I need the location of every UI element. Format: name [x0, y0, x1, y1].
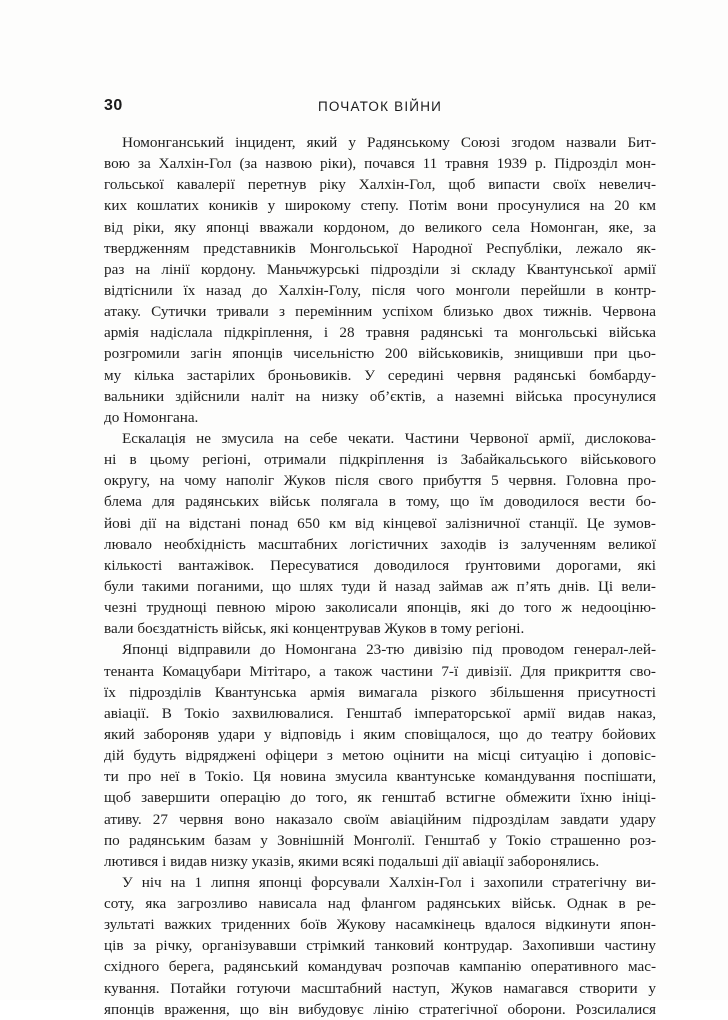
text-line: східного берега, радянський командувач розпочав кампанію оперативного мас-	[104, 958, 656, 976]
text-line: блема для радянських військ полягала в тому, що їм доводилося вести бо-	[104, 493, 656, 511]
text-line: йові дії на відстані понад 650 км від кінцевої залізничної станції. Це зумов-	[104, 514, 656, 532]
paragraph	[104, 132, 656, 428]
text-line: відтіснили їх назад до Халхін-Голу, після чого монголи перейшли в контр-	[104, 281, 656, 299]
text-line: кування. Потайки готуючи масштабний наступ, Жуков намагався створити у	[104, 979, 656, 997]
paragraph	[104, 639, 656, 872]
text-line: до Номонгана.	[104, 408, 199, 426]
text-line: ативу. 27 червня воно наказало своїм авіаційним підрозділам завдати удару	[104, 810, 656, 828]
text-line: кількості вантажівок. Пересуватися доводилося ґрунтовими дорогами, які	[104, 556, 656, 574]
text-line: від ріки, яку японці вважали кордоном, до великого села Номонган, яке, за	[104, 218, 656, 236]
text-line: вою за Халхін-Гол (за назвою ріки), почався 11 травня 1939 р. Підрозділ мон-	[104, 155, 656, 173]
text-line: округу, на чому наполіг Жуков після свого прибуття 5 червня. Головна про-	[104, 472, 656, 490]
text-line: атаку. Сутички тривали з перемінним успіхом близько двох тижнів. Червона	[104, 303, 656, 321]
text-line: вальники здійснили наліт на низку об’єктів, а наземні війська просунулися	[104, 387, 656, 405]
text-line: гольської кавалерії перетнув ріку Халхін-Гол, щоб випасти своїх невелич-	[104, 176, 656, 194]
text-line: були такими поганими, що шлях туди й назад займав аж п’ять днів. Ці вели-	[104, 577, 656, 595]
text-line: Номонганський інцидент, який у Радянському Союзі згодом назвали Бит-	[122, 134, 656, 151]
text-line: щоб завершити операцію до того, як генштаб встигне обмежити їхню ініці-	[104, 789, 656, 807]
text-line: авіації. В Токіо захвилювалися. Генштаб імператорської армії видав наказ,	[104, 704, 656, 722]
page-number: 30	[104, 97, 123, 114]
text-line: твердженням представників Монгольської Народної Республіки, лежало як-	[104, 239, 656, 257]
text-line: ців за річку, організувавши стрімкий танковий контрудар. Захопивши частину	[104, 937, 656, 955]
text-line: по радянським базам у Зовнішній Монголії. Генштаб у Токіо страшенно роз-	[104, 831, 656, 849]
text-line: му кілька застарілих броньовиків. У середині червня радянські бомбарду-	[104, 366, 656, 384]
text-line: У ніч на 1 липня японці форсували Халхін-Гол і захопили стратегічну ви-	[122, 873, 656, 891]
text-line: раз на лінії кордону. Маньчжурські підрозділи зі складу Квантунської армії	[104, 260, 656, 278]
page-header	[104, 97, 656, 119]
text-line: тенанта Комацубари Мітітаро, а також частини 7-ї дивізії. Для прикриття сво-	[104, 662, 656, 680]
text-line: ні в цьому регіоні, отримали підкріплення із Забайкальського військового	[104, 451, 656, 469]
text-line: ких кошлатих коників у широкому степу. Потім вони просунулися на 20 км	[104, 197, 656, 215]
running-title: ПОЧАТОК ВІЙНИ	[317, 99, 443, 114]
text-line: розгромили загін японців чисельністю 200 військовиків, знищивши при цьо-	[104, 345, 656, 363]
text-line: ти про неї в Токіо. Ця новина змусила квантунське командування поспішати,	[104, 768, 656, 786]
text-line: соту, яка загрозливо нависала над флангом радянських військ. Однак в ре-	[104, 895, 656, 913]
text-line: їх підрозділів Квантунська армія вимагала різкого збільшення присутності	[104, 683, 656, 701]
text-line: який забороняв удари у відповідь і яким сповіщалося, що до театру бойових	[104, 725, 656, 743]
paragraph	[104, 872, 656, 1020]
body-text	[104, 132, 656, 1020]
text-line: Японці відправили до Номонгана 23-тю дивізію під проводом генерал-лей-	[122, 641, 656, 659]
text-line: лютився і видав низку указів, якими всякі подальші дії авіації заборонялись.	[104, 852, 600, 870]
text-line: вали боєздатність військ, які концентрував Жуков в тому регіоні.	[104, 620, 525, 638]
text-line: дій будуть відряджені офіцери з метою оцінити на місці ситуацію і доповіс-	[104, 747, 656, 765]
text-line: армія надіслала підкріплення, і 28 травня радянські та монгольські війська	[104, 324, 656, 342]
text-line: японців враження, що він вибудовує лінію стратегічної оборони. Розсилалися	[104, 1000, 656, 1018]
text-line: чезні труднощі певною мірою заколисали японців, які до того ж недооціню-	[104, 599, 656, 617]
text-line: Ескалація не змусила на себе чекати. Частини Червоної армії, дислокова-	[122, 429, 656, 447]
text-line: зультаті важких триденних боїв Жукову насамкінець вдалося відкинути япон-	[104, 916, 656, 934]
text-line: лювало необхідність масштабних логістичних заходів із залученням великої	[104, 535, 656, 553]
paragraph	[104, 428, 656, 639]
